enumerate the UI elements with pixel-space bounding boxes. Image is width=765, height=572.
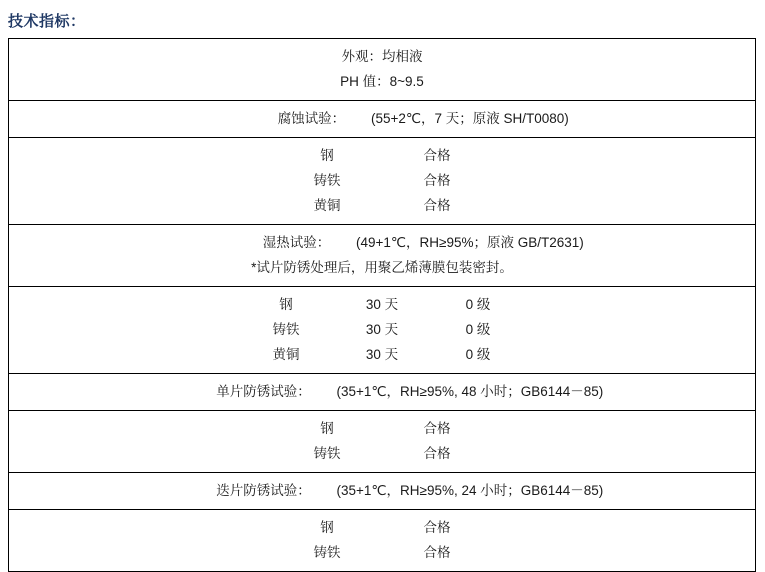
grade-value: 0 级 — [465, 322, 491, 337]
table-row — [9, 374, 756, 411]
result-row — [238, 292, 526, 317]
single-sheet-rust-test-value: (35+1℃，RH≥95%, 48 小时；GB6144－85) — [336, 384, 604, 399]
appearance-ph-block — [9, 39, 755, 100]
grade-value: 0 级 — [465, 297, 491, 312]
result-value: 合格 — [423, 148, 451, 163]
humidity-test-value: (49+1℃，RH≥95%；原液 GB/T2631) — [355, 235, 584, 250]
appearance-line: 外观：均相液 — [341, 49, 423, 64]
result-value: 合格 — [423, 173, 451, 188]
single-sheet-rust-test-label: 单片防锈试验： — [216, 384, 311, 399]
table-row — [9, 101, 756, 138]
page-title: 技术指标： — [8, 13, 86, 30]
humidity-test-condition — [9, 225, 755, 286]
result-row — [272, 441, 492, 466]
result-row — [272, 143, 492, 168]
material-name: 铸铁 — [313, 173, 341, 188]
result-value: 合格 — [423, 421, 451, 436]
corrosion-test-label: 腐蚀试验： — [277, 111, 346, 126]
material-name: 铸铁 — [272, 322, 300, 337]
result-value: 合格 — [423, 198, 451, 213]
table-row — [9, 39, 756, 101]
table-row — [9, 411, 756, 473]
ph-line: PH 值：8~9.5 — [340, 74, 424, 89]
table-row — [9, 473, 756, 510]
duration-value: 30 天 — [365, 347, 399, 362]
corrosion-results-block — [9, 138, 755, 224]
result-row — [272, 416, 492, 441]
table-row — [9, 287, 756, 374]
stacked-sheet-rust-results-block — [9, 510, 755, 571]
stacked-sheet-rust-test-value: (35+1℃，RH≥95%, 24 小时；GB6144－85) — [336, 483, 604, 498]
result-row — [272, 193, 492, 218]
humidity-test-note: *试片防锈处理后，用聚乙烯薄膜包装密封。 — [251, 260, 513, 275]
result-value: 合格 — [423, 446, 451, 461]
technical-specification-table — [8, 38, 756, 572]
table-row — [9, 510, 756, 572]
single-sheet-rust-results-block — [9, 411, 755, 472]
result-value: 合格 — [423, 545, 451, 560]
grade-value: 0 级 — [465, 347, 491, 362]
stacked-sheet-rust-test-condition — [9, 473, 755, 509]
single-sheet-rust-test-condition — [9, 374, 755, 410]
result-row — [238, 317, 526, 342]
result-row — [272, 515, 492, 540]
humidity-results-block — [9, 287, 755, 373]
duration-value: 30 天 — [365, 322, 399, 337]
material-name: 钢 — [320, 421, 334, 436]
material-name: 钢 — [320, 520, 334, 535]
material-name: 铸铁 — [313, 446, 341, 461]
corrosion-test-value: (55+2℃，7 天；原液 SH/T0080) — [370, 111, 569, 126]
table-row — [9, 138, 756, 225]
duration-value: 30 天 — [365, 297, 399, 312]
result-row — [272, 168, 492, 193]
result-row — [272, 540, 492, 565]
stacked-sheet-rust-test-label: 迭片防锈试验： — [216, 483, 311, 498]
corrosion-test-condition — [9, 101, 755, 137]
result-row — [238, 342, 526, 367]
material-name: 黄铜 — [313, 198, 341, 213]
material-name: 钢 — [279, 297, 293, 312]
material-name: 黄铜 — [272, 347, 300, 362]
humidity-test-label: 湿热试验： — [262, 235, 331, 250]
material-name: 钢 — [320, 148, 334, 163]
table-row — [9, 225, 756, 287]
result-value: 合格 — [423, 520, 451, 535]
material-name: 铸铁 — [313, 545, 341, 560]
